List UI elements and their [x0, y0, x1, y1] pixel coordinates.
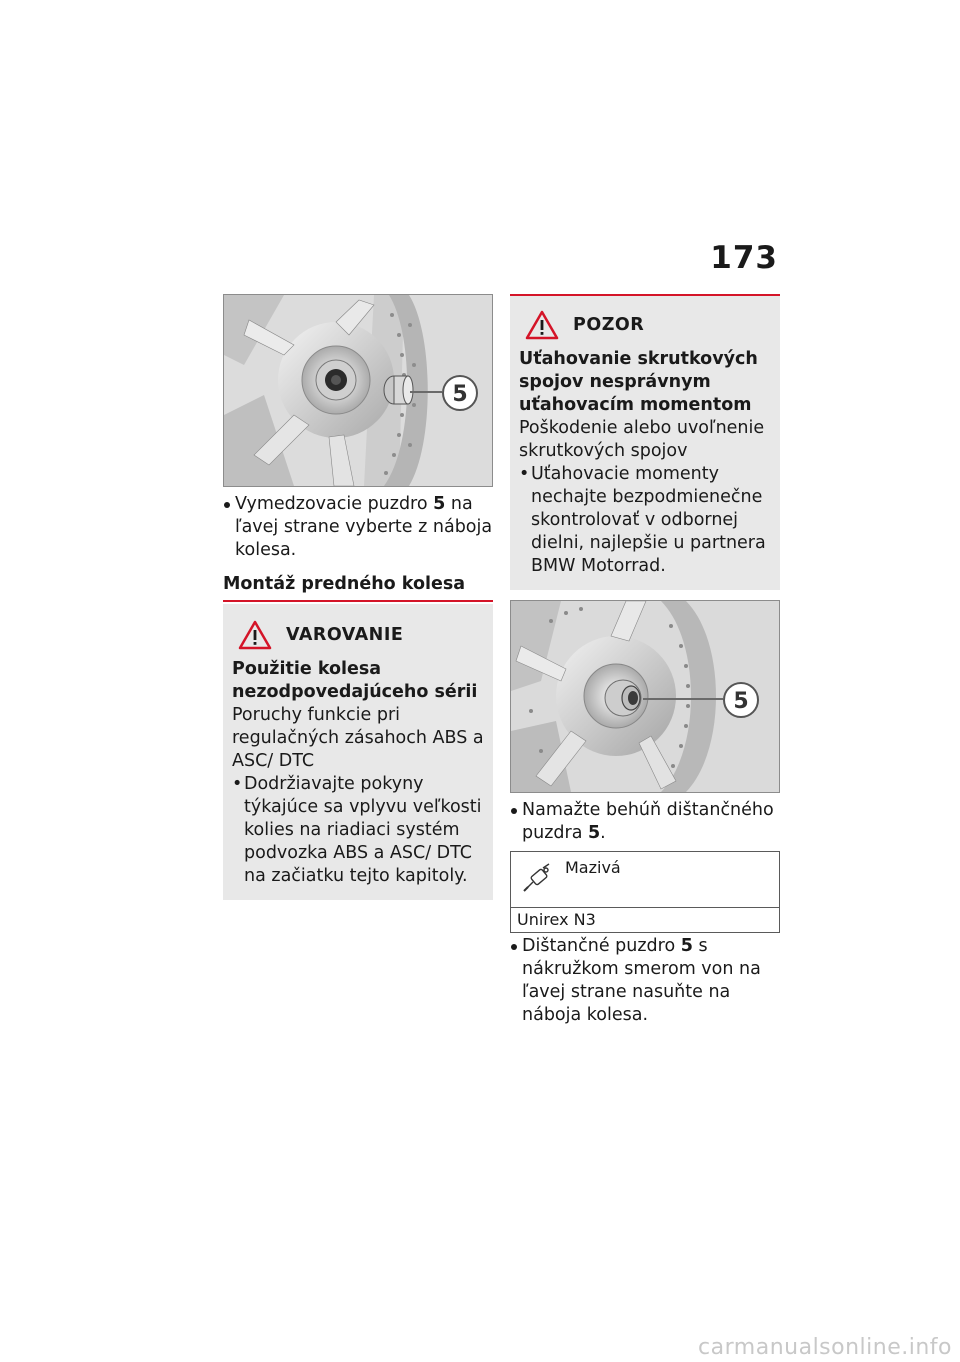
caution-header — [519, 308, 771, 342]
warning-header — [232, 618, 484, 652]
wheel-hub-figure-right — [510, 600, 780, 793]
step-slide-spacer: Dištančné puzdro 5 s nákružkom smerom von na ľavej strane nasuňte na náboja kolesa. — [510, 935, 780, 1027]
watermark: carmanualsonline.info — [698, 1335, 952, 1360]
caution-triangle-icon — [525, 310, 559, 340]
page-number: 173 — [710, 240, 778, 276]
figure-callout-5: 5 — [452, 382, 468, 407]
warning-triangle-icon — [238, 620, 272, 650]
wheel-hub-spacer-illustration — [511, 601, 779, 792]
removal-steps — [223, 493, 493, 562]
figure-callout-5: 5 — [733, 689, 749, 714]
caution-box — [510, 294, 780, 590]
warning-action: • Dodržiavajte pokyny týkajúce sa vplyvu veľkosti kolies na riadiaci systém podvozka ABS a ASC/ DTC na začiatku tejto kapitoly. — [232, 773, 484, 888]
wheel-hub-illustration — [224, 295, 492, 486]
warning-title: VAROVANIE — [286, 625, 404, 645]
caution-action: • Uťahovacie momenty nechajte bezpodmienečne skontrolovať v odbornej dielni, najlepšie u partnera BMW Motorrad. — [519, 463, 771, 578]
install-steps — [510, 799, 780, 845]
warning-box — [223, 604, 493, 900]
left-column — [223, 294, 493, 900]
lubricant-header — [511, 852, 779, 907]
warning-cause: Použitie kolesa nezodpovedajúceho sérii — [232, 659, 478, 702]
caution-title: POZOR — [573, 315, 645, 335]
step-remove-spacer: Vymedzovacie puzdro 5 na ľavej strane vyberte z náboja kolesa. — [223, 493, 493, 562]
wheel-hub-figure-left — [223, 294, 493, 487]
caution-cause: Uťahovanie skrutkových spojov nesprávnym uťahovacím momentom — [519, 349, 758, 415]
caution-consequence: Poškodenie alebo uvoľnenie skrutkových spojov — [519, 418, 765, 461]
section-heading: Montáž predného kolesa — [223, 572, 493, 602]
grease-gun-icon — [521, 860, 555, 894]
right-column — [510, 294, 780, 1027]
lubricant-value: Unirex N3 — [511, 907, 779, 932]
install-steps-2 — [510, 935, 780, 1027]
lubricant-table — [510, 851, 780, 933]
step-lubricate-spacer: Namažte behúň dištančného puzdra 5. — [510, 799, 780, 845]
warning-consequence: Poruchy funkcie pri regulačných zásahoch ABS a ASC/ DTC — [232, 705, 484, 771]
lubricant-label: Mazivá — [565, 858, 621, 877]
